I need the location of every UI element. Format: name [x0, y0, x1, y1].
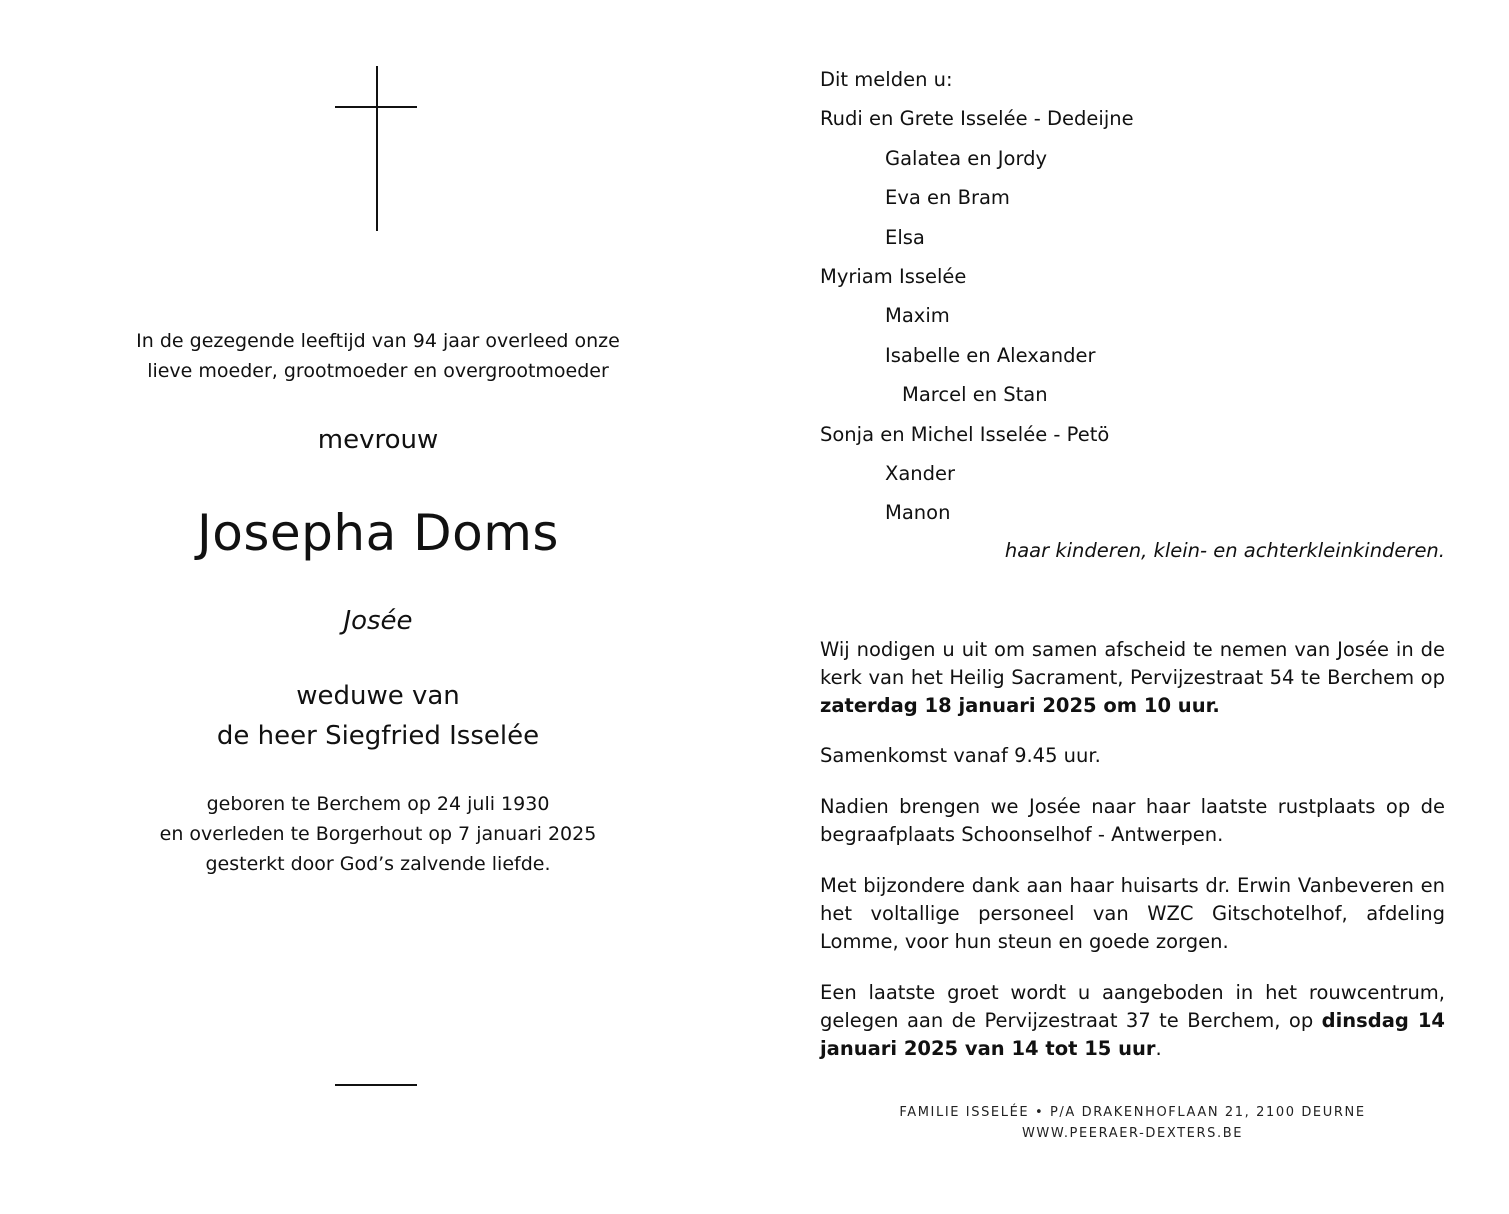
- visitation-date: dinsdag 14 januari 2025 van 14 tot 15 uur: [820, 1009, 1446, 1060]
- footer-address: FAMILIE ISSELÉE • P/A DRAKENHOFLAAN 21, 2100 DEURNE: [899, 1105, 1366, 1120]
- visitation-end: .: [1155, 1037, 1162, 1060]
- dates-line-3: gesterkt door God’s zalvende liefde.: [205, 853, 551, 875]
- gathering-paragraph: Samenkomst vanaf 9.45 uur.: [820, 744, 1101, 767]
- family-member: Isabelle en Alexander: [885, 343, 1096, 367]
- family-member: Maxim: [885, 304, 950, 328]
- deceased-name: Josepha Doms: [197, 504, 559, 562]
- family-member: Myriam Isselée: [820, 264, 967, 288]
- widow-line-1: weduwe van: [296, 681, 460, 711]
- family-member: Marcel en Stan: [902, 383, 1048, 407]
- widow-text: [0, 676, 756, 756]
- cross-vertical-bar: [376, 66, 378, 231]
- family-signature: haar kinderen, klein- en achterkleinkinderen.: [1004, 539, 1445, 562]
- nickname: Josée: [343, 606, 413, 636]
- ceremony-text: Wij nodigen u uit om samen afscheid te nemen van Josée in de kerk van het Heilig Sacrament, Pervijzestraat 54 te Berchem op: [820, 638, 1445, 689]
- thanks-paragraph: Met bijzondere dank aan haar huisarts dr. Erwin Vanbeveren en het voltallige personeel van WZC Gitschotelhof, afdeling Lomme, voor hun steun en goede zorgen.: [820, 874, 1445, 953]
- intro-line-2: lieve moeder, grootmoeder en overgrootmoeder: [147, 360, 609, 382]
- dates-line-1: geboren te Berchem op 24 juli 1930: [206, 793, 550, 815]
- family-member: Sonja en Michel Isselée - Petö: [820, 422, 1110, 446]
- family-member: Elsa: [885, 225, 925, 249]
- family-member: Xander: [885, 461, 956, 485]
- honorific: mevrouw: [317, 425, 439, 455]
- ceremony-date: zaterdag 18 januari 2025 om 10 uur.: [820, 694, 1220, 717]
- burial-paragraph: Nadien brengen we Josée naar haar laatste rustplaats op de begraafplaats Schoonselhof - Antwerpen.: [820, 795, 1445, 846]
- intro-text: [0, 326, 756, 386]
- family-heading: Dit melden u:: [820, 68, 953, 91]
- cross-icon: [335, 66, 417, 231]
- widow-line-2: de heer Siegfried Isselée: [216, 721, 540, 751]
- family-member: Manon: [885, 501, 951, 525]
- footer-website: WWW.PEERAER-DEXTERS.BE: [1021, 1126, 1244, 1141]
- intro-line-1: In de gezegende leeftijd van 94 jaar overleed onze: [136, 330, 620, 352]
- right-panel: [820, 0, 1445, 1214]
- visitation-text: Een laatste groet wordt u aangeboden in het rouwcentrum, gelegen aan de Pervijzestraat 37 te Berchem, op: [820, 981, 1445, 1032]
- divider: [335, 1084, 417, 1086]
- family-member: Eva en Bram: [885, 186, 1010, 210]
- family-member: Galatea en Jordy: [885, 146, 1048, 170]
- cross-horizontal-bar: [335, 106, 417, 108]
- family-member: Rudi en Grete Isselée - Dedeijne: [820, 107, 1134, 131]
- life-dates: [0, 789, 756, 879]
- visitation-paragraph: [820, 979, 1445, 1063]
- dates-line-2: en overleden te Borgerhout op 7 januari 2025: [159, 823, 597, 845]
- family-list: [820, 60, 1445, 533]
- ceremony-paragraph: [820, 636, 1445, 720]
